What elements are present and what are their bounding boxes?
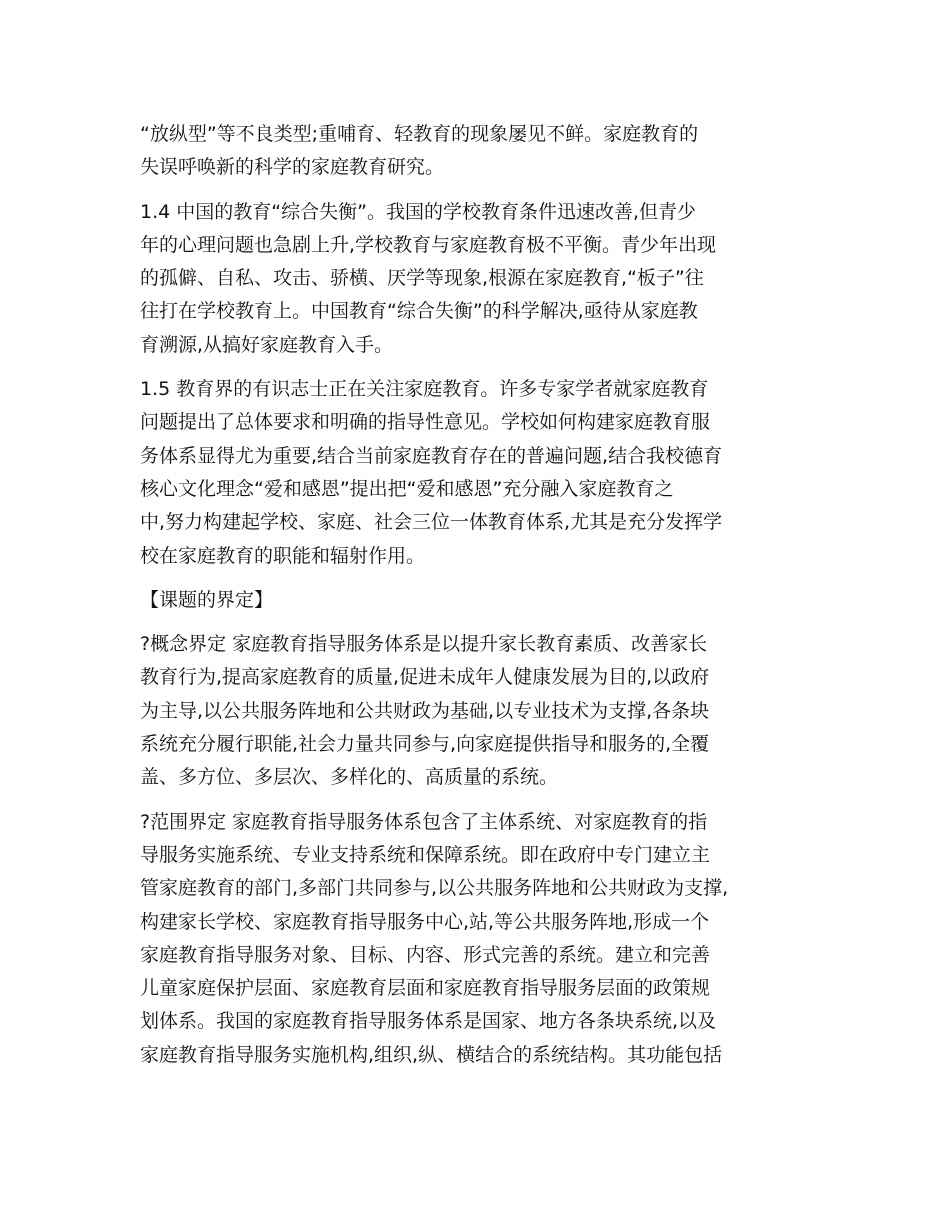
- text-line: 为主导,以公共服务阵地和公共财政为基础,以专业技术为支撑,各条块: [140, 699, 710, 722]
- paragraph-parenting-types: [140, 118, 820, 185]
- text-line: 教育行为,提高家庭教育的质量,促进未成年人健康发展为目的,以政府: [140, 666, 710, 689]
- text-line: 往打在学校教育上。中国教育“综合失衡”的科学解决,亟待从家庭教: [140, 300, 698, 323]
- text-line: 核心文化理念“爱和感恩”提出把“爱和感恩”充分融入家庭教育之: [140, 477, 674, 500]
- text-line: 1.4 中国的教育“综合失衡”。我国的学校教育条件迅速改善,但青少: [140, 200, 696, 223]
- text-line: 管家庭教育的部门,多部门共同参与,以公共服务阵地和公共财政为支撑,: [140, 877, 729, 900]
- text-line: 失误呼唤新的科学的家庭教育研究。: [140, 156, 445, 179]
- paragraph-concept-definition: [140, 628, 820, 794]
- section-heading: 【课题的界定】: [140, 588, 274, 611]
- text-line: 盖、多方位、多层次、多样化的、高质量的系统。: [140, 766, 559, 789]
- text-line: ?范围界定 家庭教育指导服务体系包含了主体系统、对家庭教育的指: [140, 810, 708, 833]
- paragraph-1-5-attention: [140, 373, 820, 573]
- paragraph-1-4-imbalance: [140, 196, 820, 362]
- text-line: 家庭教育指导服务对象、目标、内容、形式完善的系统。建立和完善: [140, 943, 711, 966]
- text-line: 校在家庭教育的职能和辐射作用。: [140, 544, 426, 567]
- paragraph-scope-definition: [140, 806, 820, 1072]
- document-body: [140, 118, 820, 1083]
- text-line: 年的心理问题也急剧上升,学校教育与家庭教育极不平衡。青少年出现: [140, 233, 717, 256]
- text-line: “放纵型”等不良类型;重哺育、轻教育的现象屡见不鲜。家庭教育的: [140, 123, 699, 145]
- text-line: 导服务实施系统、专业支持系统和保障系统。即在政府中专门建立主: [140, 843, 711, 866]
- text-line: 的孤僻、自私、攻击、骄横、厌学等现象,根源在家庭教育,“板子”往: [140, 267, 704, 290]
- text-line: 务体系显得尤为重要,结合当前家庭教育存在的普遍问题,结合我校德育: [140, 444, 723, 467]
- section-heading-topic-definition: [140, 584, 820, 617]
- text-line: 中,努力构建起学校、家庭、社会三位一体教育体系,尤其是充分发挥学: [140, 511, 723, 534]
- text-line: 问题提出了总体要求和明确的指导性意见。学校如何构建家庭教育服: [140, 411, 711, 434]
- text-line: ?概念界定 家庭教育指导服务体系是以提升家长教育素质、改善家长: [140, 633, 708, 656]
- text-line: 儿童家庭保护层面、家庭教育层面和家庭教育指导服务层面的政策规: [140, 977, 711, 1000]
- text-line: 1.5 教育界的有识志士正在关注家庭教育。许多专家学者就家庭教育: [140, 378, 709, 401]
- text-line: 划体系。我国的家庭教育指导服务体系是国家、地方各条块系统,以及: [140, 1010, 717, 1033]
- text-line: 构建家长学校、家庭教育指导服务中心,站,等公共服务阵地,形成一个: [140, 910, 710, 933]
- text-line: 育溯源,从搞好家庭教育入手。: [140, 333, 394, 356]
- text-line: 家庭教育指导服务实施机构,组织,纵、横结合的系统结构。其功能包括: [140, 1043, 723, 1066]
- text-line: 系统充分履行职能,社会力量共同参与,向家庭提供指导和服务的,全覆: [140, 733, 710, 756]
